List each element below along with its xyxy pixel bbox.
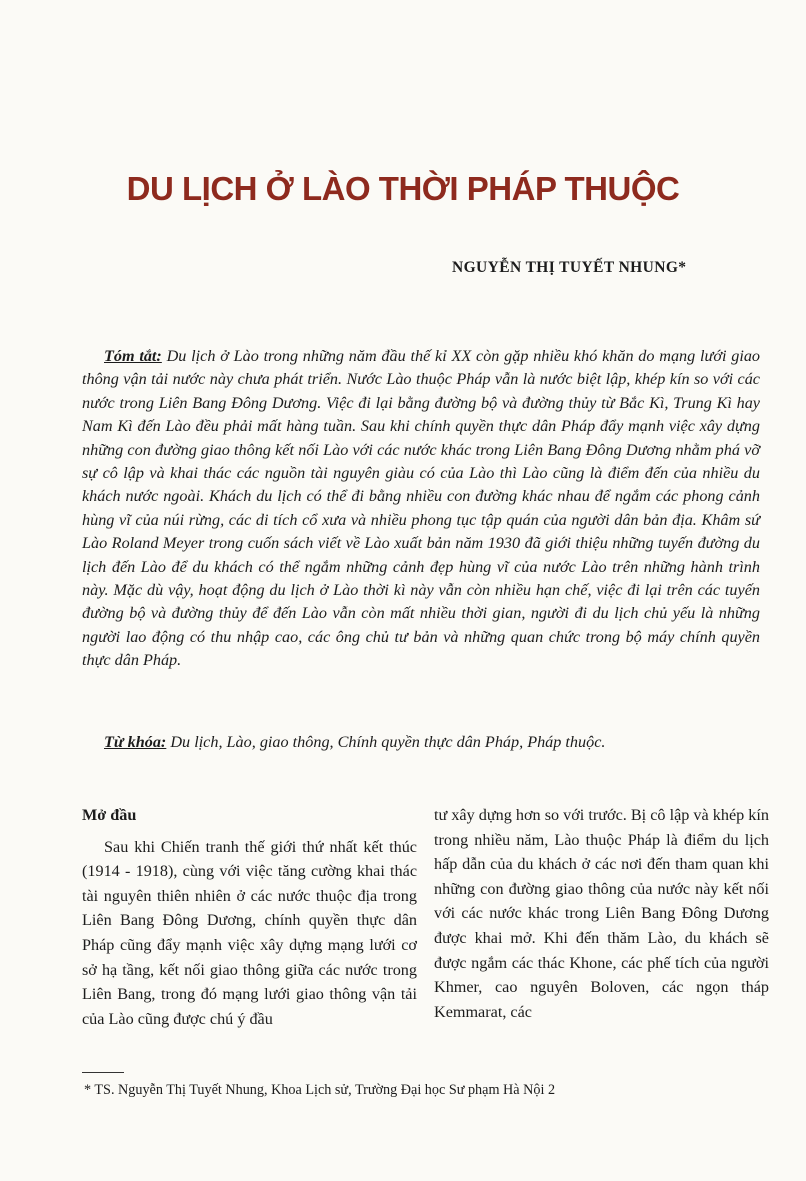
keywords-label: Từ khóa: — [104, 733, 167, 751]
author-name: NGUYỄN THỊ TUYẾT NHUNG* — [452, 259, 687, 276]
body-column-right — [434, 803, 769, 1024]
article-title: DU LỊCH Ở LÀO THỜI PHÁP THUỘC — [126, 170, 680, 207]
body-paragraph-right: tư xây dựng hơn so với trước. Bị cô lập và khép kín trong nhiều năm, Lào thuộc Pháp là điểm du lịch hấp dẫn của du khách ở các nơi đến tham quan khi những con đường giao thông của nước này kết nối với các nước khác trong Liên Bang Đông Dương được khai mở. Khi đến thăm Lào, du khách sẽ được ngắm các thác Khone, các phế tích của người Khmer, cao nguyên Boloven, các ngọn tháp Kemmarat, các — [434, 806, 769, 1021]
keywords — [82, 733, 760, 752]
body-paragraph-left: Sau khi Chiến tranh thế giới thứ nhất kết thúc (1914 - 1918), cùng với việc tăng cường khai thác tài nguyên thiên nhiên ở các nước thuộc địa trong Liên Bang Đông Dương, chính quyền thực dân Pháp cũng đẩy mạnh việc xây dựng mạng lưới cơ sở hạ tầng, kết nối giao thông giữa các nước trong Liên Bang, trong đó mạng lưới giao thông vận tải của Lào cũng được chú ý đầu — [82, 837, 417, 1028]
body-column-left — [82, 803, 417, 1031]
footnote-divider — [82, 1072, 124, 1073]
abstract — [82, 345, 760, 673]
footnote: * TS. Nguyễn Thị Tuyết Nhung, Khoa Lịch sử, Trường Đại học Sư phạm Hà Nội 2 — [84, 1082, 556, 1098]
abstract-text: Du lịch ở Lào trong những năm đầu thế kỉ XX còn gặp nhiều khó khăn do mạng lưới giao thông vận tải nước này chưa phát triển. Nước Lào thuộc Pháp vẫn là nước biệt lập, khép kín so với các nước trong Liên Bang Đông Dương. Việc đi lại bằng đường bộ và đường thủy từ Bắc Kì, Trung Kì hay Nam Kì đến Lào đều phải mất hàng tuần. Sau khi chính quyền thực dân Pháp đẩy mạnh việc xây dựng những con đường giao thông kết nối Lào với các nước khác trong Liên Bang Đông Dương nhằm phá vỡ sự cô lập và khai thác các nguồn tài nguyên giàu có của Lào thì Lào cũng là điểm đến của nhiều du khách nước ngoài. Khách du lịch có thể đi bằng nhiều con đường khác nhau để ngắm các phong cảnh hùng vĩ của núi rừng, các di tích cổ xưa và nhiều phong tục tập quán của người dân bản địa. Khâm sứ Lào Roland Meyer trong cuốn sách viết về Lào xuất bản năm 1930 đã giới thiệu những tuyến đường du lịch đến Lào để du khách có thể ngắm những cảnh đẹp hùng vĩ của nước Lào trên những hành trình này. Mặc dù vậy, hoạt động du lịch ở Lào thời kì này vẫn còn nhiều hạn chế, việc đi lại trên các tuyến đường bộ và đường thủy để đến Lào vẫn còn mất nhiều thời gian, người đi du lịch chủ yếu là những người lao động có thu nhập cao, các ông chủ tư bản và những quan chức trong bộ máy chính quyền thực dân Pháp. — [82, 347, 761, 670]
abstract-label: Tóm tắt: — [104, 347, 162, 365]
keywords-text: Du lịch, Lào, giao thông, Chính quyền thực dân Pháp, Pháp thuộc. — [170, 733, 606, 751]
section-heading: Mở đầu — [82, 806, 137, 824]
